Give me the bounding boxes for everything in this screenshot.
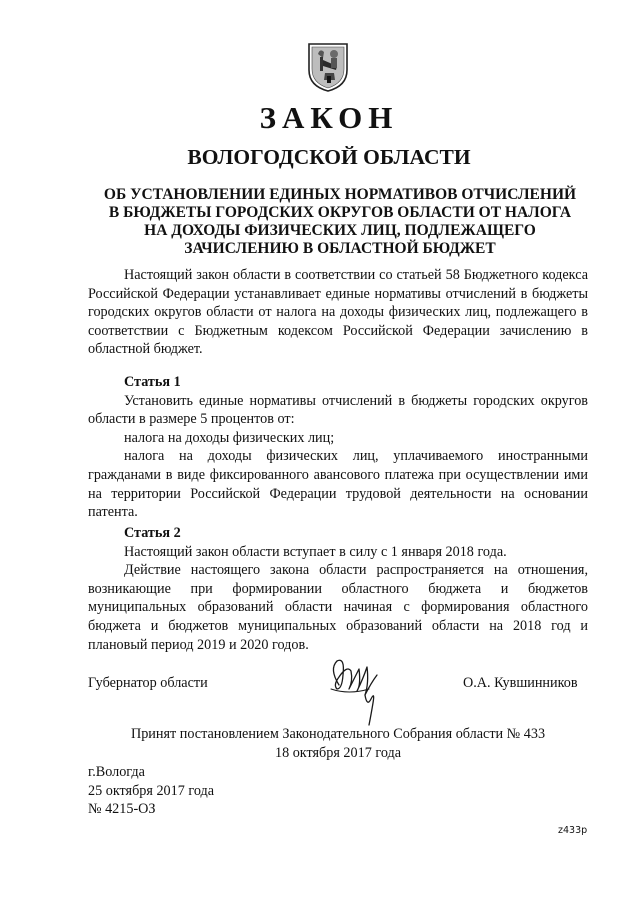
article-2-paragraph: Настоящий закон области вступает в силу с 1 января 2018 года. [124,543,507,560]
article-1 [88,373,588,522]
adoption-line: Принят постановлением Законодательного Собрания области № 433 [130,726,546,742]
document-meta [88,763,214,819]
law-number: № 4215-ОЗ [88,801,156,818]
coat-of-arms-icon [307,40,349,92]
article-1-paragraph: Установить единые нормативы отчислений в бюджеты городских округов области в размере 5 процентов от: [88,392,588,428]
subtitle-line: ОБ УСТАНОВЛЕНИИ ЕДИНЫХ НОРМАТИВОВ ОТЧИСЛЕНИЙ [103,186,577,203]
law-subtitle [70,186,610,258]
adoption-note [88,725,588,762]
signatory-name: О.А. Кувшинников [463,675,578,691]
handwritten-signature-icon [325,655,385,727]
article-2 [88,524,588,654]
preamble [88,266,588,359]
article-1-item: налога на доходы физических лиц, уплачиваемого иностранными гражданами в виде фиксированного авансового платежа при осуществлении ими на территории Российской Федерации трудовой деятельности на основании патента. [88,448,588,521]
article-2-paragraph: Действие настоящего закона области распространяется на отношения, возникающие при формировании областного бюджета и бюджетов муниципальных образований области начиная с формирования областного бюджета и бюджетов муниципальных образований области на 2018 год и плановый период 2019 и 2020 годов. [88,562,588,653]
subtitle-line: ЗАЧИСЛЕНИЮ В ОБЛАСТНОЙ БЮДЖЕТ [184,240,496,257]
subtitle-line: НА ДОХОДЫ ФИЗИЧЕСКИХ ЛИЦ, ПОДЛЕЖАЩЕГО [144,222,536,239]
city: г.Вологда [88,764,145,780]
signatory-title: Губернатор области [88,675,208,691]
document-type-title: ЗАКОН [259,100,399,135]
article-1-heading: Статья 1 [124,374,181,390]
article-2-heading: Статья 2 [124,525,181,541]
region-title: ВОЛОГОДСКОЙ ОБЛАСТИ [187,145,471,169]
adoption-date: 18 октября 2017 года [274,744,402,761]
preamble-text: Настоящий закон области в соответствии со статьей 58 Бюджетного кодекса Российской Федерации устанавливает единые нормативы отчислений в бюджеты городских округов области от налога на доходы физических лиц, подлежащего в соответствии с Бюджетным кодексом Российской Федерации зачислению в областной бюджет. [88,267,588,358]
subtitle-line: В БЮДЖЕТЫ ГОРОДСКИХ ОКРУГОВ ОБЛАСТИ ОТ НАЛОГА [108,204,572,221]
article-1-item: налога на доходы физических лиц; [124,429,335,446]
document-code: z433p [558,825,588,836]
signing-date: 25 октября 2017 года [88,782,215,799]
